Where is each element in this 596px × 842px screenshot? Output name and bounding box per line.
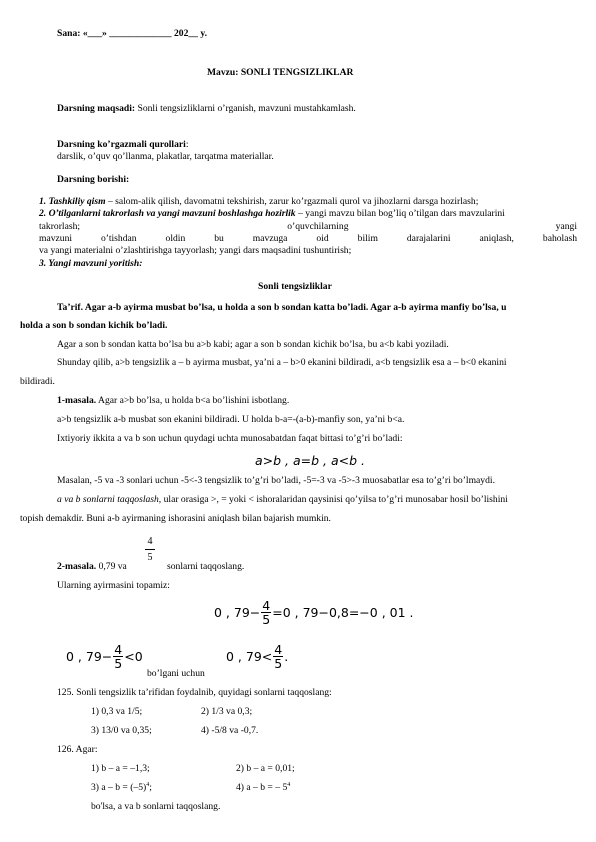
example-2-label: 2-masala. [57, 561, 97, 572]
equation-2-middle: bo’lgani uchun [147, 668, 205, 679]
example-1-text: Agar a>b bo’lsa, u holda b<a bo’lishini isbotlang. [96, 395, 290, 406]
paragraph-2-line-2: bildiradi. [20, 376, 55, 387]
paragraph-3: Ixtiyoriy ikkita a va b son uchun quydagi uchta munosabatdan faqat bittasi to’g’ri bo’ladi: [57, 433, 403, 444]
example-1-label: 1-masala. [57, 395, 97, 406]
eq3-den: 5 [274, 656, 283, 671]
date-line: Sana: «___» _____________ 202__ y. [57, 28, 208, 39]
paragraph-2-line-1: Shunday qilib, a>b tengsizlik a – b ayirma musbat, ya’ni a – b>0 ekanini bildiradi, a<b tengsizlik esa a – b<0 ekanini [57, 357, 507, 368]
eq2-right: <0 [124, 649, 143, 664]
eq3-right: . [284, 649, 289, 664]
task-126-item-3-exp: 4 [146, 781, 150, 788]
step-2-text: – yangi mavzu bilan bog’liq o’tilgan dars mavzularini [295, 208, 505, 219]
relations-formula: a>b , a=b , a<b . [255, 453, 365, 468]
eq1-den: 5 [262, 612, 271, 627]
task-126-item-4 [236, 782, 290, 793]
task-126-item-3-text: 3) a – b = (–5) [91, 782, 147, 793]
example-1-solution: a>b tengsizlik a-b musbat son ekanini bildiradi. U holda b-a=-(a-b)-manfiy son, ya’ni b<a. [57, 414, 405, 425]
paragraph-4: Masalan, -5 va -3 sonlari uchun -5<-3 tengsizlik to’g’ri bo’ladi, -5=-3 va -5>-3 muosabatlar esa to’g’ri bo’lmaydi. [57, 475, 495, 486]
eq1-fraction [261, 599, 271, 626]
step-2-title: 2. O’tilganlarni takrorlash va yangi mavzuni boshlashga hozirlik [39, 208, 296, 219]
step-1 [39, 196, 478, 207]
materials-colon: : [185, 139, 189, 150]
task-126-item-4-text: 4) a – b = – 5 [236, 782, 288, 793]
eq1-left: 0 , 79− [214, 605, 261, 620]
materials-text: darslik, o’quv qo’llanma, plakatlar, tarqatma materiallar. [57, 151, 274, 162]
equation-2 [66, 643, 143, 670]
paragraph-1: Agar a son b sondan katta bo’lsa bu a>b kabi; agar a son b sondan kichik bo’lsa, bu a<b kabi yoziladi. [57, 339, 449, 350]
task-126-item-3 [91, 782, 152, 793]
topic-title: Mavzu: SONLI TENGSIZLIKLAR [207, 67, 354, 78]
paragraph-5 [57, 494, 508, 505]
task-125-item-2: 2) 1/3 va 0,3; [201, 706, 253, 717]
task-126-item-1: 1) b – a = –1,3; [91, 763, 150, 774]
materials-label: Darsning ko’rgazmali qurollari [57, 139, 186, 150]
task-125-item-1: 1) 0,3 va 1/5; [91, 706, 143, 717]
eq2-den: 5 [114, 656, 123, 671]
example-1 [57, 395, 289, 406]
eq3-num: 4 [274, 642, 283, 657]
eq3-left: 0 , 79< [226, 649, 273, 664]
task-126-item-2: 2) b – a = 0,01; [236, 763, 295, 774]
task-125: 125. Sonli tengsizlik ta’rifidan foydalnib, quyidagi sonlarni taqqoslang: [57, 687, 332, 698]
step-3: 3. Yangi mavzuni yoritish: [39, 258, 143, 269]
task-126-footer: bo'lsa, a va b sonlarni taqqoslang. [91, 801, 221, 812]
process-label: Darsning borishi: [57, 174, 130, 185]
step-2-line-4: va yangi materialni o’zlashtirishga tayyorlash; yangi dars maqsadini tushuntirish; [39, 245, 352, 256]
paragraph-5-italic: a va b sonlarni taqqoslash, [57, 494, 162, 505]
definition-line-2: holda a son b sondan kichik bo’ladi. [20, 320, 168, 331]
task-125-item-4: 4) -5/8 va -0,7. [201, 725, 259, 736]
step-1-text: – salom-alik qilish, davomatni tekshirish, zarur ko’rgazmali qurol va jihozlarni darsga hozirlash; [105, 196, 479, 207]
section-title: Sonli tengsizliklar [258, 281, 332, 292]
fraction-denominator: 5 [147, 552, 153, 563]
paragraph-5-text: ular orasiga >, = yoki < ishoralaridan qaysinisi qo’yilsa to’g’ri munosabar hosil bo’lishini [161, 494, 508, 505]
equation-3 [226, 643, 288, 670]
example-2-intro: Ularning ayirmasini topamiz: [57, 580, 170, 591]
equation-1 [214, 599, 414, 626]
fraction-numerator: 4 [147, 536, 153, 547]
eq1-num: 4 [262, 598, 271, 613]
aim-text: Sonli tengsizliklarni o’rganish, mavzuni mustahkamlash. [135, 103, 356, 114]
step-2 [39, 208, 505, 219]
example-2-post: sonlarni taqqoslang. [167, 561, 245, 572]
step-1-title: 1. Tashkiliy qism [39, 196, 106, 207]
paragraph-5-line-2: topish demakdir. Buni a-b ayirmaning ishorasini aniqlash bilan bajarish mumkin. [20, 513, 331, 524]
definition-line-1: Ta’rif. Agar a-b ayirma musbat bo’lsa, u holda a son b sondan katta bo’ladi. Agar a-b ayirma manfiy bo’lsa, u [57, 302, 507, 313]
task-125-item-3: 3) 13/0 va 0,35; [91, 725, 152, 736]
example-2-pre: 0,79 va [96, 561, 127, 572]
task-126-item-4-exp: 4 [287, 781, 291, 788]
lesson-aim [57, 103, 356, 114]
eq1-right: =0 , 79−0,8=−0 , 01 . [272, 605, 414, 620]
eq3-fraction [273, 643, 283, 670]
aim-label: Darsning maqsadi: [57, 103, 136, 114]
step-2-line-3: mavzuni o’tishdan oldin bu mavzuga oid bilim darajalarini aniqlash, baholash [39, 233, 577, 244]
eq2-num: 4 [114, 642, 123, 657]
example-2-fraction [145, 536, 155, 563]
task-126: 126. Agar: [57, 744, 98, 755]
task-126-item-3-end: ; [149, 782, 152, 793]
eq2-left: 0 , 79− [66, 649, 113, 664]
lesson-materials [57, 139, 188, 150]
eq2-fraction [113, 643, 123, 670]
example-2 [57, 561, 127, 572]
step-2-line-2: takrorlash; o’quvchilarning yangi [39, 221, 577, 232]
